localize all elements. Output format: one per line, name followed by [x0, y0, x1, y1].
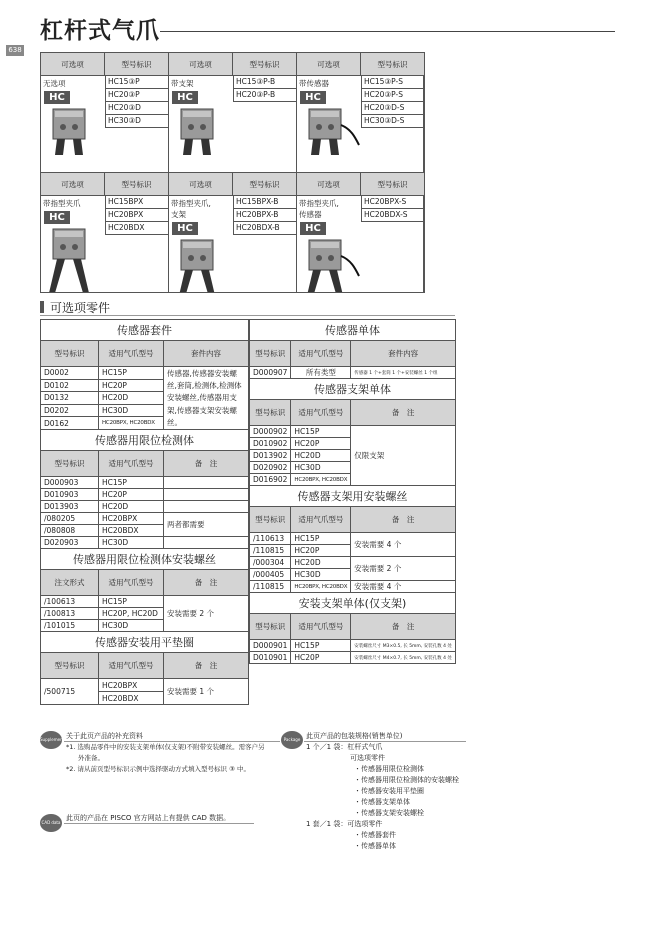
bracket-screw-title: 传感器支架用安装螺丝 — [250, 486, 456, 507]
limit-screw-note: 安装需要 2 个 — [164, 596, 249, 632]
package-line: ・传感器支架安装螺栓 — [354, 809, 424, 817]
hc-badge: HC — [172, 91, 198, 104]
option-label: 带指型夹爪, — [299, 199, 339, 208]
options-heading-rule — [40, 315, 455, 316]
product-cell — [296, 52, 425, 173]
col-header: 套件内容 — [164, 341, 249, 367]
col-header: 备 注 — [351, 507, 456, 533]
hc-badge: HC — [44, 211, 70, 224]
table-cell: HC20BDX — [99, 525, 164, 537]
model-header: 型号标识 — [233, 173, 296, 196]
table-cell: HC15P — [291, 426, 351, 438]
model-code: HC20③P-S — [361, 89, 424, 102]
table-cell: /110613 — [250, 533, 291, 545]
table-cell: HC15P — [99, 477, 164, 489]
bracket-screw-note: 安装需要 4 个 — [351, 581, 456, 593]
option-label: 无选项 — [43, 79, 66, 88]
package-icon-label: Package — [283, 737, 301, 742]
table-cell: D020902 — [250, 462, 291, 474]
option-label: 带传感器 — [299, 79, 329, 88]
col-header: 适用气爪型号 — [291, 614, 351, 640]
option-label: 带指型夹爪 — [43, 199, 81, 208]
table-cell: HC20BDX — [99, 692, 164, 705]
package-line: ・传感器单体 — [354, 842, 396, 850]
option-label: 传感器 — [299, 210, 322, 219]
col-header: 适用气爪型号 — [291, 400, 351, 426]
table-cell: D000901 — [250, 640, 291, 652]
col-header: 型号标识 — [41, 653, 99, 679]
col-header: 型号标识 — [250, 614, 291, 640]
option-label: 带指型夹爪, — [171, 199, 211, 208]
table-cell: D016902 — [250, 474, 291, 486]
col-header: 备 注 — [164, 570, 249, 596]
table-cell: D010901 — [250, 652, 291, 664]
model-code: HC20BPX — [105, 209, 168, 222]
col-header: 型号标识 — [250, 400, 291, 426]
product-grid — [40, 52, 424, 293]
table-cell: HC30D — [291, 462, 351, 474]
supplement-note: 外准备。 — [78, 754, 104, 762]
page-number: 638 — [6, 45, 24, 56]
model-header: 型号标识 — [361, 173, 424, 196]
supplement-note: *1. 选购品零件中的安装支架单体(仅支架)不附带安装螺丝。需客户另 — [66, 743, 265, 751]
col-header: 适用气爪型号 — [99, 653, 164, 679]
table-cell: D0102 — [41, 379, 99, 392]
package-line: ・传感器用限位检测体的安装螺栓 — [354, 776, 459, 784]
table-cell: D000903 — [41, 477, 99, 489]
hc-badge: HC — [44, 91, 70, 104]
bracket-unit-title: 传感器支架单体 — [250, 379, 456, 400]
package-title: 此页产品的包装规格(销售单位) — [306, 732, 403, 740]
washer-title: 传感器安装用平垫圈 — [41, 632, 249, 653]
table-cell: /101015 — [41, 620, 99, 632]
cad-title: 此页的产品在 PISCO 官方网站上有提供 CAD 数据。 — [66, 814, 231, 822]
col-header: 型号标识 — [41, 451, 99, 477]
table-cell: /000304 — [250, 557, 291, 569]
model-code: HC20BPX-B — [233, 209, 296, 222]
limit-detector-note: 两者都需要 — [164, 513, 249, 537]
product-cell — [168, 172, 297, 293]
model-code: HC20BPX-S — [361, 196, 424, 209]
package-lines — [306, 742, 506, 852]
left-tables — [40, 319, 249, 705]
table-cell: D010902 — [250, 438, 291, 450]
model-code: HC15③P-B — [233, 76, 296, 89]
table-cell: D0162 — [41, 417, 99, 430]
cad-icon-label: CAD data — [41, 820, 61, 825]
model-code: HC20③P-B — [233, 89, 296, 102]
supplement-title: 关于此页产品的补充资料 — [66, 732, 143, 740]
table-cell: D0002 — [41, 367, 99, 380]
model-code: HC30③D-S — [361, 115, 424, 128]
table-cell: HC20P — [291, 438, 351, 450]
table-cell: /000405 — [250, 569, 291, 581]
col-header: 套件内容 — [351, 341, 456, 367]
table-cell: HC20BPX, HC20BDX — [99, 417, 164, 430]
model-code: HC15BPX — [105, 196, 168, 209]
table-cell: HC20D — [99, 501, 164, 513]
model-code: HC20③D-S — [361, 102, 424, 115]
table-cell: HC30D — [99, 620, 164, 632]
table-cell: HC20P, HC20D — [99, 608, 164, 620]
table-cell: HC20D — [99, 392, 164, 405]
table-cell: /080808 — [41, 525, 99, 537]
col-header: 备 注 — [164, 451, 249, 477]
table-cell — [164, 489, 249, 501]
model-code: HC30③D — [105, 115, 168, 128]
table-cell: HC15P — [291, 640, 351, 652]
mount-bracket-title: 安装支架单体(仅支架) — [250, 593, 456, 614]
model-header: 型号标识 — [105, 173, 168, 196]
bracket-unit-note: 仅限支架 — [351, 426, 456, 486]
options-heading: 可选项零件 — [50, 301, 111, 315]
sensor-unit-table — [249, 319, 456, 664]
table-cell: /080205 — [41, 513, 99, 525]
option-header: 可选项 — [169, 53, 233, 76]
right-tables — [249, 319, 455, 664]
table-cell — [164, 537, 249, 549]
table-cell: D010903 — [41, 489, 99, 501]
model-header: 型号标识 — [361, 53, 424, 76]
option-header: 可选项 — [41, 53, 105, 76]
page-title: 杠杆式气爪 — [40, 18, 160, 44]
table-cell: 所有类型 — [291, 367, 351, 379]
package-line: ・传感器支架单体 — [354, 798, 410, 806]
table-cell: HC20P — [291, 545, 351, 557]
table-cell: HC20BPX — [99, 513, 164, 525]
model-code: HC20③D — [105, 102, 168, 115]
package-line: ・传感器安装用平垫圈 — [354, 787, 424, 795]
table-cell: HC20P — [291, 652, 351, 664]
table-cell: 安装螺丝尺寸 M3×0.5, 长 5mm, 安装孔数 4 处 — [351, 640, 456, 652]
bracket-screw-note: 安装需要 2 个 — [351, 557, 456, 581]
model-code: HC15③P — [105, 76, 168, 89]
cad-icon — [40, 814, 62, 832]
option-header: 可选项 — [297, 173, 361, 196]
table-cell: HC20BPX, HC20BDX — [291, 474, 351, 486]
table-cell: D000902 — [250, 426, 291, 438]
title-rule — [160, 31, 615, 32]
col-header: 型号标识 — [41, 341, 99, 367]
model-code: HC20BDX — [105, 222, 168, 235]
option-header: 可选项 — [169, 173, 233, 196]
model-code: HC20③P — [105, 89, 168, 102]
option-header: 可选项 — [297, 53, 361, 76]
limit-screw-title: 传感器用限位检测体安装螺丝 — [41, 549, 249, 570]
model-code: HC15BPX-B — [233, 196, 296, 209]
table-cell — [164, 477, 249, 489]
table-cell: D0132 — [41, 392, 99, 405]
col-header: 备 注 — [351, 400, 456, 426]
col-header: 备 注 — [351, 614, 456, 640]
sensor-unit-title: 传感器单体 — [250, 320, 456, 341]
gripper-image — [173, 236, 233, 293]
supplement-icon — [40, 731, 65, 749]
cad-rule — [64, 823, 254, 824]
table-cell: 安装螺丝尺寸 M4×0.7, 长 5mm, 安装孔数 4 处 — [351, 652, 456, 664]
option-header: 可选项 — [41, 173, 105, 196]
gripper-image — [301, 105, 361, 173]
col-header: 适用气爪型号 — [99, 451, 164, 477]
model-header: 型号标识 — [233, 53, 296, 76]
model-code: HC20BDX-S — [361, 209, 424, 222]
supplement-icon-label: Supplement — [40, 737, 65, 742]
hc-badge: HC — [300, 222, 326, 235]
product-cell — [40, 172, 169, 293]
table-cell: HC20BPX, HC20BDX — [291, 581, 351, 593]
hc-badge: HC — [300, 91, 326, 104]
washer-code: /500715 — [41, 679, 99, 705]
table-cell: /100813 — [41, 608, 99, 620]
table-cell: HC30D — [99, 404, 164, 417]
hc-badge: HC — [172, 222, 198, 235]
col-header: 适用气爪型号 — [99, 570, 164, 596]
table-cell: HC15P — [291, 533, 351, 545]
supplement-note: *2. 请从前页型号标识示例中选择驱动方式填入型号标识 ③ 中。 — [66, 765, 250, 773]
table-cell: /110815 — [250, 545, 291, 557]
col-header: 适用气爪型号 — [291, 507, 351, 533]
option-label: 支架 — [171, 210, 186, 219]
table-cell: 传感器 1 个+套筒 1 个+安装螺丝 1 个组 — [351, 367, 456, 379]
gripper-image — [301, 236, 361, 293]
package-line: 1 个／1 袋：杠杆式气爪 — [306, 743, 383, 751]
washer-note: 安装需要 1 个 — [164, 679, 249, 705]
sensor-kit-table — [40, 319, 249, 705]
option-label: 带支架 — [171, 79, 194, 88]
table-cell: D013902 — [250, 450, 291, 462]
options-heading-bar — [40, 301, 44, 313]
package-line: ・传感器用限位检测体 — [354, 765, 424, 773]
table-cell: D0202 — [41, 404, 99, 417]
package-line: ・传感器套件 — [354, 831, 396, 839]
table-cell: HC15P — [99, 596, 164, 608]
table-cell: HC15P — [99, 367, 164, 380]
product-cell — [40, 52, 169, 173]
bracket-screw-note: 安装需要 4 个 — [351, 533, 456, 557]
col-header: 适用气爪型号 — [99, 341, 164, 367]
limit-detector-title: 传感器用限位检测体 — [41, 430, 249, 451]
product-cell — [168, 52, 297, 173]
table-cell: HC20P — [99, 489, 164, 501]
col-header: 备 注 — [164, 653, 249, 679]
table-cell: D013903 — [41, 501, 99, 513]
gripper-image — [45, 225, 105, 293]
table-cell: HC30D — [291, 569, 351, 581]
col-header: 型号标识 — [250, 507, 291, 533]
table-cell: D000907 — [250, 367, 291, 379]
table-cell: HC20P — [99, 379, 164, 392]
table-cell: /100613 — [41, 596, 99, 608]
table-cell: HC20D — [291, 450, 351, 462]
table-cell: HC20D — [291, 557, 351, 569]
model-code: HC20BDX-B — [233, 222, 296, 235]
model-header: 型号标识 — [105, 53, 168, 76]
model-code: HC15③P-S — [361, 76, 424, 89]
sensor-kit-title: 传感器套件 — [41, 320, 249, 341]
col-header: 适用气爪型号 — [291, 341, 351, 367]
package-line: 可选项零件 — [350, 754, 385, 762]
table-cell: /110815 — [250, 581, 291, 593]
col-header: 型号标识 — [250, 341, 291, 367]
package-icon — [281, 731, 303, 749]
gripper-image — [173, 105, 233, 173]
kit-content: 传感器,传感器安装螺丝,套筒,检测体,检测体安装螺丝,传感器用支架,传感器支架安装螺丝。 — [164, 367, 249, 430]
package-line: 1 套／1 袋：可选项零件 — [306, 820, 383, 828]
table-cell: HC30D — [99, 537, 164, 549]
table-cell — [164, 501, 249, 513]
gripper-image — [45, 105, 105, 173]
table-cell: HC20BPX — [99, 679, 164, 692]
product-cell — [296, 172, 425, 293]
col-header: 注文形式 — [41, 570, 99, 596]
table-cell: D020903 — [41, 537, 99, 549]
